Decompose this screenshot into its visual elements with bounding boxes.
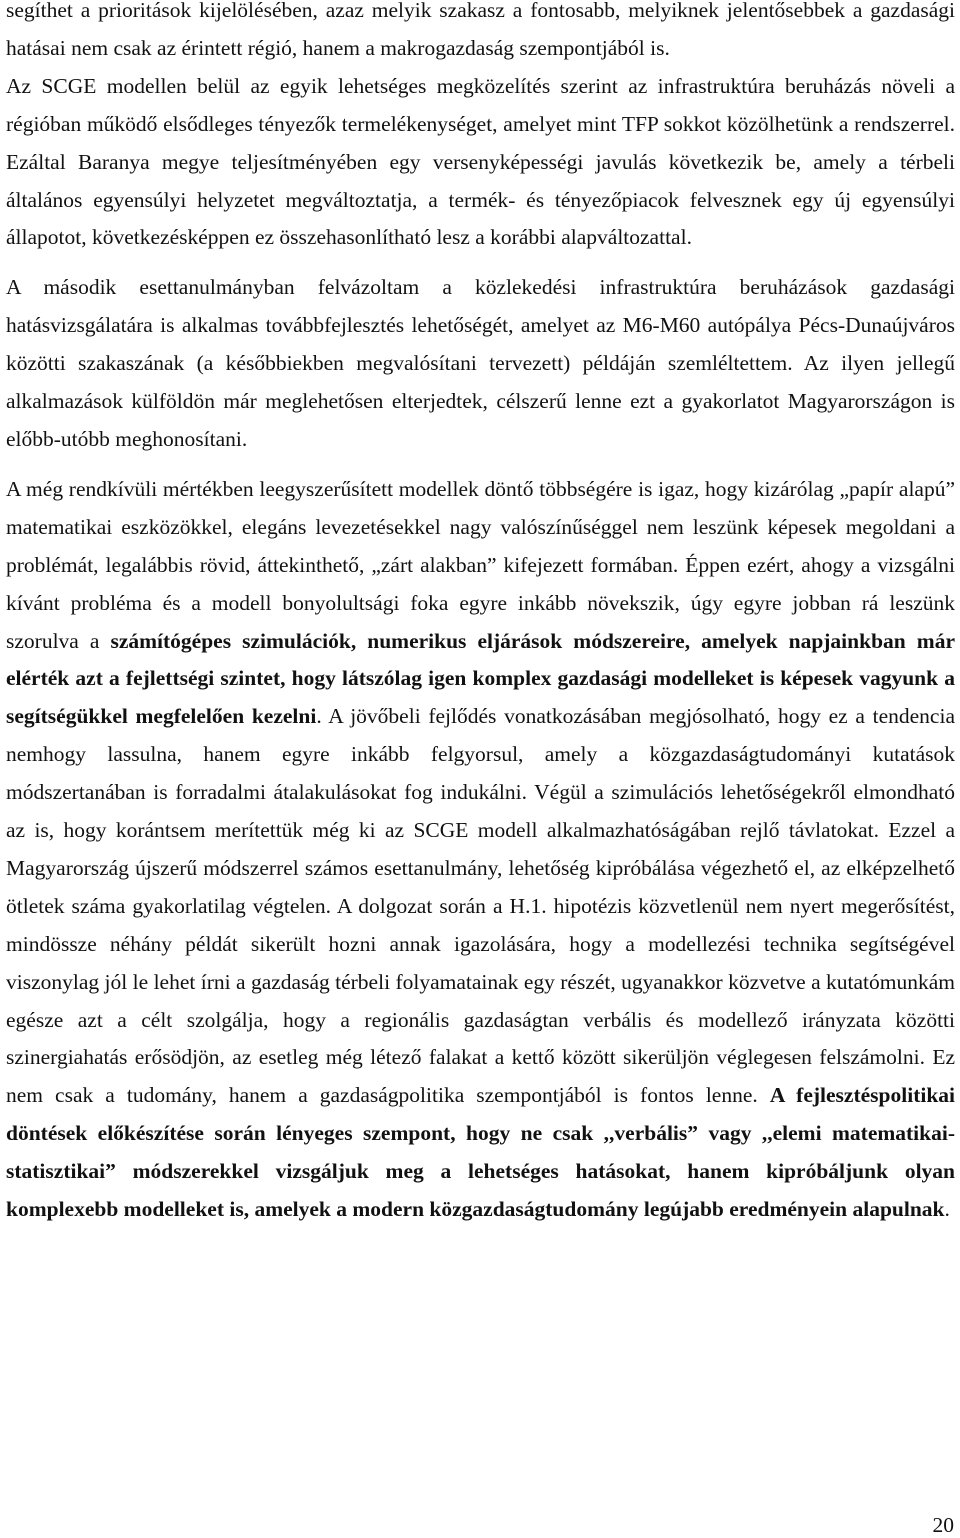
conclusion-bold-policy: A fejlesztéspolitikai döntések előkészítése során lényeges szempont, hogy ne csak ,,verbális” vagy ,,elemi matematikai-statisztikai” módszerekkel vizsgáljuk meg a lehetséges hatásokat, hanem kipróbáljunk olyan komplexebb modelleket is, amelyek a modern közgazdaságtudomány legújabb eredményein alapulnak <box>6 1083 956 1222</box>
conclusion-text-part-1: A még rendkívüli mértékben leegyszerűsített modellek döntő többségére is igaz, hogy kizárólag „papír alapú” matematikai eszközökkel, elegáns levezetésekkel nagy valószínűséggel nem leszünk képesek megoldani a problémát, legalábbis rövid, áttekinthető, „zárt alakban” kifejezett formában. Éppen ezért, ahogy a vizsgálni kívánt probléma és a modell bonyolultsági foka egyre inkább növekszik, úgy egyre jobban rá leszünk szorulva a <box>6 476 955 653</box>
paragraph-scge-model: Az SCGE modellen belül az egyik lehetséges megközelítés szerint az infrastruktúra beruházás növeli a régióban működő elsődleges tényezők termelékenységet, amelyet mint TFP sokkot közölhetünk a rendszerrel. Ezáltal Baranya megye teljesítményében egy versenyképességi javulás következik be, amely a térbeli általános egyensúlyi helyzetet megváltoztatja, a termék- és tényezőpiacok felvesznek egy új egyensúlyi állapotot, következésképpen ez összehasonlítható lesz a korábbi alapváltozattal. <box>6 73 955 250</box>
paragraph-case-study: A második esettanulmányban felvázoltam a közlekedési infrastruktúra beruházások gazdasági hatásvizsgálatára is alkalmas továbbfejlesztés lehetőségét, amelyet az M6-M60 autópálya Pécs-Dunaújváros közötti szakaszának (a későbbiekben megvalósítani tervezett) példáján szemléltettem. Az ilyen jellegű alkalmazások külföldön már meglehetősen elterjedtek, célszerű lenne ezt a gyakorlatot Magyarországon is előbb-utóbb meghonosítani. <box>6 275 955 451</box>
document-page <box>6 0 955 1229</box>
paragraph-intro-continuation: segíthet a prioritások kijelölésében, azaz melyik szakasz a fontosabb, melyiknek jelentősebbek a gazdasági hatásai nem csak az érintett régió, hanem a makrogazdaság szempontjából is. <box>6 0 955 60</box>
paragraph-conclusion <box>6 471 955 1229</box>
conclusion-final-period: . <box>944 1197 950 1222</box>
conclusion-bold-simulations: számítógépes szimulációk, numerikus eljárások módszereire, amelyek napjainkban már elérték azt a fejlettségi szintet, hogy látszólag igen komplex gazdasági modelleket is képesek vagyunk a segítségükkel megfelelően kezelni <box>6 628 955 729</box>
conclusion-text-part-2: . A jövőbeli fejlődés vonatkozásában megjósolható, hogy ez a tendencia nemhogy lassulna, hanem egyre inkább felgyorsul, amely a közgazdaságtudományi kutatások módszertanában is forradalmi átalakulásokat fog indukálni. Végül a szimulációs lehetőségekről elmondható az is, hogy korántsem merítettük még ki az SCGE modell alkalmazhatóságában rejlő távlatokat. Ezzel a Magyarország újszerű módszerrel számos esettanulmány, lehetőség kipróbálása végezhető el, az elképzelhető ötletek száma gyakorlatilag végtelen. A dolgozat során a H.1. hipotézis közvetlenül nem nyert megerősítést, mindössze néhány példát sikerült hozni annak igazolására, hogy a modellezési technika segítségével viszonylag jól le lehet írni a gazdaság térbeli folyamatainak egy részét, ugyanakkor közvetve a kutatómunkám egésze azt a célt szolgálja, hogy a regionális gazdaságtan verbális és modellező irányzata közötti szinergiahatás erősödjön, az esetleg még létező falakat a kettő között sikerüljön véglegesen felszámolni. Ez nem csak a tudomány, hanem a gazdaságpolitika szempontjából is fontos lenne. <box>6 704 955 1108</box>
page-number: 20 <box>932 1513 954 1537</box>
